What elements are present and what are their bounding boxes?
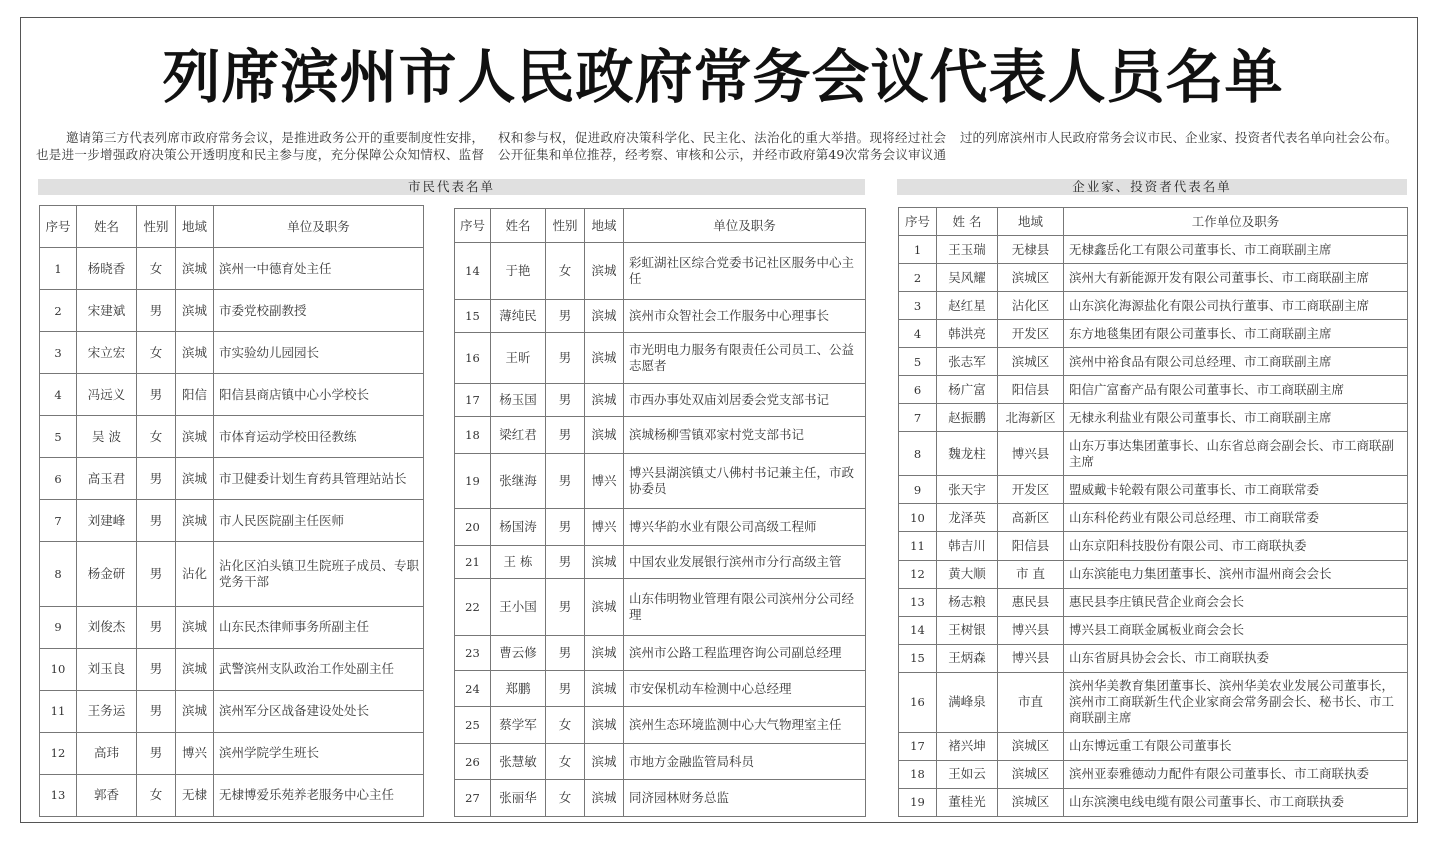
cell-index: 3: [40, 332, 77, 374]
cell-name: 刘俊杰: [77, 606, 137, 648]
cell-index: 19: [899, 788, 937, 816]
cell-name: 王树银: [937, 616, 998, 644]
header-position: 单位及职务: [214, 206, 424, 248]
cell-position: 滨州一中德育处主任: [214, 248, 424, 290]
cell-gender: 女: [137, 248, 176, 290]
cell-position: 山东民杰律师事务所副主任: [214, 606, 424, 648]
cell-index: 8: [899, 432, 937, 476]
cell-region: 滨城: [585, 707, 624, 744]
cell-name: 于艳: [491, 243, 546, 300]
table-row: [455, 635, 866, 670]
table-row: [455, 707, 866, 744]
cell-region: 滨城: [585, 545, 624, 578]
cell-name: 高玉君: [77, 458, 137, 500]
cell-name: 张丽华: [491, 780, 546, 817]
cell-index: 19: [455, 453, 491, 508]
table-row: [899, 616, 1408, 644]
cell-index: 18: [455, 416, 491, 453]
cell-name: 薄纯民: [491, 300, 546, 333]
cell-gender: 女: [137, 774, 176, 816]
intro-paragraph: [36, 129, 1408, 163]
cell-index: 25: [455, 707, 491, 744]
header-name: 姓名: [77, 206, 137, 248]
cell-name: 张天宇: [937, 476, 998, 504]
cell-position: 无棣永利盐业有限公司董事长、市工商联副主席: [1064, 404, 1408, 432]
header-index: 序号: [40, 206, 77, 248]
cell-region: 无棣县: [998, 236, 1064, 264]
header-region: 地域: [998, 208, 1064, 236]
cell-index: 11: [899, 532, 937, 560]
cell-name: 满峰泉: [937, 672, 998, 732]
cell-region: 滨城: [176, 690, 214, 732]
table-row: [455, 243, 866, 300]
cell-index: 15: [455, 300, 491, 333]
citizen-table-left-body: [40, 248, 424, 817]
cell-gender: 男: [546, 635, 585, 670]
cell-name: 张慧敏: [491, 744, 546, 780]
cell-gender: 男: [546, 333, 585, 384]
table-row: [899, 788, 1408, 816]
cell-index: 11: [40, 690, 77, 732]
cell-index: 6: [40, 458, 77, 500]
table-row: [455, 780, 866, 817]
cell-index: 9: [899, 476, 937, 504]
table-row: [40, 290, 424, 332]
cell-index: 1: [899, 236, 937, 264]
cell-position: 滨州华美教育集团董事长、滨州华美农业发展公司董事长，滨州市工商联新生代企业家商会常务副会长、秘书长、市工商联副主席: [1064, 672, 1408, 732]
cell-name: 王炳森: [937, 644, 998, 672]
cell-index: 13: [899, 588, 937, 616]
table-row: [455, 509, 866, 546]
cell-name: 褚兴坤: [937, 732, 998, 760]
cell-position: 中国农业发展银行滨州市分行高级主管: [624, 545, 866, 578]
cell-name: 冯远义: [77, 374, 137, 416]
cell-region: 滨城: [176, 500, 214, 542]
cell-gender: 男: [546, 384, 585, 417]
cell-position: 武警滨州支队政治工作处副主任: [214, 648, 424, 690]
table-row: [899, 504, 1408, 532]
cell-region: 高新区: [998, 504, 1064, 532]
cell-index: 21: [455, 545, 491, 578]
cell-index: 10: [899, 504, 937, 532]
enterprise-table: [898, 207, 1408, 817]
cell-name: 王 栋: [491, 545, 546, 578]
cell-position: 山东科伦药业有限公司总经理、市工商联常委: [1064, 504, 1408, 532]
table-row: [455, 384, 866, 417]
cell-index: 6: [899, 376, 937, 404]
table-row: [899, 432, 1408, 476]
cell-gender: 男: [137, 374, 176, 416]
cell-region: 滨城: [585, 670, 624, 707]
cell-position: 沾化区泊头镇卫生院班子成员、专职党务干部: [214, 542, 424, 606]
table-row: [899, 732, 1408, 760]
table-row: [455, 578, 866, 635]
cell-name: 杨广富: [937, 376, 998, 404]
header-position: 工作单位及职务: [1064, 208, 1408, 236]
cell-name: 龙泽英: [937, 504, 998, 532]
cell-position: 山东万事达集团董事长、山东省总商会副会长、市工商联副主席: [1064, 432, 1408, 476]
table-row: [455, 545, 866, 578]
cell-region: 市直: [998, 672, 1064, 732]
cell-region: 滨城: [176, 458, 214, 500]
cell-position: 市人民医院副主任医师: [214, 500, 424, 542]
table-row: [899, 292, 1408, 320]
table-row: [899, 476, 1408, 504]
cell-position: 博兴县湖滨镇丈八佛村书记兼主任，市政协委员: [624, 453, 866, 508]
cell-name: 董桂光: [937, 788, 998, 816]
cell-name: 魏龙柱: [937, 432, 998, 476]
cell-name: 杨国涛: [491, 509, 546, 546]
cell-gender: 男: [137, 458, 176, 500]
citizen-section-title: 市民代表名单: [38, 179, 865, 195]
cell-region: 开发区: [998, 476, 1064, 504]
cell-gender: 男: [546, 509, 585, 546]
cell-gender: 男: [137, 732, 176, 774]
table-row: [455, 300, 866, 333]
cell-position: 阳信广富畜产品有限公司董事长、市工商联副主席: [1064, 376, 1408, 404]
cell-region: 北海新区: [998, 404, 1064, 432]
header-index: 序号: [455, 209, 491, 243]
table-row: [455, 333, 866, 384]
table-row: [40, 732, 424, 774]
cell-index: 2: [899, 264, 937, 292]
cell-position: 市委党校副教授: [214, 290, 424, 332]
cell-index: 4: [40, 374, 77, 416]
table-row: [899, 236, 1408, 264]
cell-position: 滨州中裕食品有限公司总经理、市工商联副主席: [1064, 348, 1408, 376]
cell-gender: 男: [137, 500, 176, 542]
cell-position: 市体育运动学校田径教练: [214, 416, 424, 458]
cell-gender: 女: [546, 707, 585, 744]
table-row: [899, 644, 1408, 672]
cell-position: 市安保机动车检测中心总经理: [624, 670, 866, 707]
cell-position: 山东滨化海源盐化有限公司执行董事、市工商联副主席: [1064, 292, 1408, 320]
cell-position: 滨州市众智社会工作服务中心理事长: [624, 300, 866, 333]
cell-index: 24: [455, 670, 491, 707]
cell-name: 黄大顺: [937, 560, 998, 588]
cell-region: 滨城: [176, 248, 214, 290]
table-row: [899, 672, 1408, 732]
cell-position: 无棣博爱乐苑养老服务中心主任: [214, 774, 424, 816]
cell-region: 博兴县: [998, 432, 1064, 476]
table-row: [899, 348, 1408, 376]
cell-position: 滨州生态环境监测中心大气物理室主任: [624, 707, 866, 744]
citizen-table-right: [454, 208, 866, 817]
cell-index: 12: [40, 732, 77, 774]
cell-index: 10: [40, 648, 77, 690]
table-row: [899, 320, 1408, 348]
cell-region: 阳信县: [998, 376, 1064, 404]
cell-name: 王昕: [491, 333, 546, 384]
cell-gender: 女: [546, 744, 585, 780]
cell-region: 滨城: [585, 243, 624, 300]
cell-region: 市 直: [998, 560, 1064, 588]
cell-index: 13: [40, 774, 77, 816]
cell-region: 滨城: [176, 606, 214, 648]
cell-region: 滨城: [585, 300, 624, 333]
table-row: [40, 374, 424, 416]
cell-region: 滨城: [585, 384, 624, 417]
cell-name: 高玮: [77, 732, 137, 774]
table-row: [899, 532, 1408, 560]
cell-gender: 男: [546, 453, 585, 508]
cell-name: 赵红星: [937, 292, 998, 320]
table-row: [899, 588, 1408, 616]
cell-index: 3: [899, 292, 937, 320]
header-region: 地域: [585, 209, 624, 243]
cell-name: 杨金研: [77, 542, 137, 606]
cell-position: 市西办事处双庙刘居委会党支部书记: [624, 384, 866, 417]
cell-position: 滨城杨柳雪镇邓家村党支部书记: [624, 416, 866, 453]
citizen-table-right-body: [455, 243, 866, 817]
table-row: [899, 264, 1408, 292]
table-row: [40, 500, 424, 542]
table-row: [899, 376, 1408, 404]
cell-region: 博兴县: [998, 616, 1064, 644]
cell-position: 市光明电力服务有限责任公司员工、公益志愿者: [624, 333, 866, 384]
cell-region: 滨城: [585, 635, 624, 670]
table-header-row: [899, 208, 1408, 236]
cell-index: 16: [899, 672, 937, 732]
cell-index: 15: [899, 644, 937, 672]
cell-region: 滨城区: [998, 760, 1064, 788]
cell-name: 梁红君: [491, 416, 546, 453]
cell-region: 博兴: [585, 509, 624, 546]
cell-position: 市实验幼儿园园长: [214, 332, 424, 374]
cell-position: 惠民县李庄镇民营企业商会会长: [1064, 588, 1408, 616]
cell-position: 山东滨澳电线电缆有限公司董事长、市工商联执委: [1064, 788, 1408, 816]
header-region: 地域: [176, 206, 214, 248]
cell-name: 韩洪亮: [937, 320, 998, 348]
cell-region: 阳信: [176, 374, 214, 416]
table-row: [40, 332, 424, 374]
table-row: [455, 453, 866, 508]
cell-region: 无棣: [176, 774, 214, 816]
cell-position: 博兴县工商联金属板业商会会长: [1064, 616, 1408, 644]
table-row: [40, 458, 424, 500]
cell-position: 市地方金融监管局科员: [624, 744, 866, 780]
header-position: 单位及职务: [624, 209, 866, 243]
cell-position: 彩虹湖社区综合党委书记社区服务中心主任: [624, 243, 866, 300]
table-row: [40, 690, 424, 732]
cell-gender: 男: [546, 578, 585, 635]
intro-text: 邀请第三方代表列席市政府常务会议，是推进政务公开的重要制度性安排，也是进一步增强政府决策公开透明度和民主参与度，充分保障公众知情权、监督权和参与权，促进政府决策科学化、民主化、法治化的重大举措。现将经过社会公开征集和单位推荐，经考察、审核和公示，并经市政府第49次常务会议审议通过的列席滨州市人民政府常务会议市民、企业家、投资者代表名单向社会公布。: [36, 130, 1398, 162]
cell-name: 杨晓香: [77, 248, 137, 290]
cell-region: 滨城: [585, 333, 624, 384]
cell-region: 滨城: [176, 290, 214, 332]
cell-index: 26: [455, 744, 491, 780]
cell-gender: 男: [137, 690, 176, 732]
cell-position: 山东省厨具协会会长、市工商联执委: [1064, 644, 1408, 672]
cell-gender: 女: [137, 332, 176, 374]
cell-index: 1: [40, 248, 77, 290]
table-row: [40, 606, 424, 648]
cell-name: 蔡学军: [491, 707, 546, 744]
cell-index: 22: [455, 578, 491, 635]
cell-gender: 女: [546, 243, 585, 300]
cell-index: 2: [40, 290, 77, 332]
cell-index: 7: [40, 500, 77, 542]
cell-gender: 男: [137, 648, 176, 690]
cell-name: 曹云修: [491, 635, 546, 670]
cell-index: 16: [455, 333, 491, 384]
cell-position: 山东京阳科技股份有限公司、市工商联执委: [1064, 532, 1408, 560]
cell-name: 吴 波: [77, 416, 137, 458]
table-row: [455, 670, 866, 707]
table-header-row: [40, 206, 424, 248]
cell-name: 韩吉川: [937, 532, 998, 560]
cell-index: 4: [899, 320, 937, 348]
cell-index: 8: [40, 542, 77, 606]
cell-gender: 男: [546, 670, 585, 707]
cell-position: 滨州学院学生班长: [214, 732, 424, 774]
cell-position: 滨州大有新能源开发有限公司董事长、市工商联副主席: [1064, 264, 1408, 292]
cell-region: 沾化区: [998, 292, 1064, 320]
cell-position: 博兴华韵水业有限公司高级工程师: [624, 509, 866, 546]
table-row: [899, 404, 1408, 432]
cell-name: 宋立宏: [77, 332, 137, 374]
cell-region: 博兴县: [998, 644, 1064, 672]
cell-position: 阳信县商店镇中心小学校长: [214, 374, 424, 416]
cell-position: 滨州亚泰雅德动力配件有限公司董事长、市工商联执委: [1064, 760, 1408, 788]
table-row: [40, 542, 424, 606]
cell-position: 山东伟明物业管理有限公司滨州分公司经理: [624, 578, 866, 635]
header-gender: 性别: [546, 209, 585, 243]
cell-position: 无棣鑫岳化工有限公司董事长、市工商联副主席: [1064, 236, 1408, 264]
cell-position: 同济园林财务总监: [624, 780, 866, 817]
cell-region: 沾化: [176, 542, 214, 606]
table-row: [40, 248, 424, 290]
cell-index: 9: [40, 606, 77, 648]
cell-gender: 女: [546, 780, 585, 817]
cell-position: 盟威戴卡轮毂有限公司董事长、市工商联常委: [1064, 476, 1408, 504]
cell-position: 山东博远重工有限公司董事长: [1064, 732, 1408, 760]
cell-gender: 男: [546, 416, 585, 453]
cell-index: 5: [899, 348, 937, 376]
cell-region: 开发区: [998, 320, 1064, 348]
cell-region: 滨城区: [998, 348, 1064, 376]
cell-index: 14: [455, 243, 491, 300]
cell-index: 5: [40, 416, 77, 458]
enterprise-section-title: 企业家、投资者代表名单: [897, 179, 1407, 195]
cell-name: 杨志粮: [937, 588, 998, 616]
cell-position: 市卫健委计划生育药具管理站站长: [214, 458, 424, 500]
cell-name: 赵振鹏: [937, 404, 998, 432]
header-index: 序号: [899, 208, 937, 236]
cell-name: 王小国: [491, 578, 546, 635]
cell-region: 惠民县: [998, 588, 1064, 616]
cell-name: 王玉瑞: [937, 236, 998, 264]
cell-position: 东方地毯集团有限公司董事长、市工商联副主席: [1064, 320, 1408, 348]
cell-region: 滨城区: [998, 264, 1064, 292]
cell-gender: 男: [546, 545, 585, 578]
cell-region: 博兴: [585, 453, 624, 508]
cell-index: 23: [455, 635, 491, 670]
cell-name: 张志军: [937, 348, 998, 376]
table-row: [40, 648, 424, 690]
cell-gender: 男: [137, 606, 176, 648]
cell-position: 滨州军分区战备建设处处长: [214, 690, 424, 732]
cell-region: 滨城: [585, 780, 624, 817]
cell-region: 滨城区: [998, 732, 1064, 760]
cell-index: 20: [455, 509, 491, 546]
header-name: 姓 名: [937, 208, 998, 236]
cell-gender: 女: [137, 416, 176, 458]
cell-name: 宋建斌: [77, 290, 137, 332]
cell-index: 14: [899, 616, 937, 644]
cell-region: 阳信县: [998, 532, 1064, 560]
cell-position: 滨州市公路工程监理咨询公司副总经理: [624, 635, 866, 670]
cell-index: 18: [899, 760, 937, 788]
page-title: 列席滨州市人民政府常务会议代表人员名单: [162, 43, 1284, 111]
enterprise-table-body: [899, 236, 1408, 817]
table-header-row: [455, 209, 866, 243]
table-row: [899, 560, 1408, 588]
cell-index: 17: [455, 384, 491, 417]
cell-index: 27: [455, 780, 491, 817]
cell-name: 郭香: [77, 774, 137, 816]
citizen-table-left: [39, 205, 424, 817]
header-name: 姓名: [491, 209, 546, 243]
table-row: [455, 744, 866, 780]
cell-name: 刘建峰: [77, 500, 137, 542]
cell-index: 17: [899, 732, 937, 760]
cell-gender: 男: [137, 290, 176, 332]
cell-name: 郑鹏: [491, 670, 546, 707]
cell-gender: 男: [546, 300, 585, 333]
header-gender: 性别: [137, 206, 176, 248]
cell-region: 滨城: [585, 744, 624, 780]
cell-region: 滨城: [176, 416, 214, 458]
cell-region: 博兴: [176, 732, 214, 774]
cell-position: 山东滨能电力集团董事长、滨州市温州商会会长: [1064, 560, 1408, 588]
cell-name: 张继海: [491, 453, 546, 508]
cell-region: 滨城区: [998, 788, 1064, 816]
table-row: [455, 416, 866, 453]
cell-index: 7: [899, 404, 937, 432]
cell-name: 王如云: [937, 760, 998, 788]
table-row: [40, 774, 424, 816]
cell-region: 滨城: [176, 648, 214, 690]
cell-region: 滨城: [585, 416, 624, 453]
cell-name: 王务运: [77, 690, 137, 732]
cell-region: 滨城: [176, 332, 214, 374]
table-row: [899, 760, 1408, 788]
cell-name: 刘玉良: [77, 648, 137, 690]
cell-gender: 男: [137, 542, 176, 606]
cell-name: 吴风耀: [937, 264, 998, 292]
cell-name: 杨玉国: [491, 384, 546, 417]
cell-region: 滨城: [585, 578, 624, 635]
cell-index: 12: [899, 560, 937, 588]
table-row: [40, 416, 424, 458]
